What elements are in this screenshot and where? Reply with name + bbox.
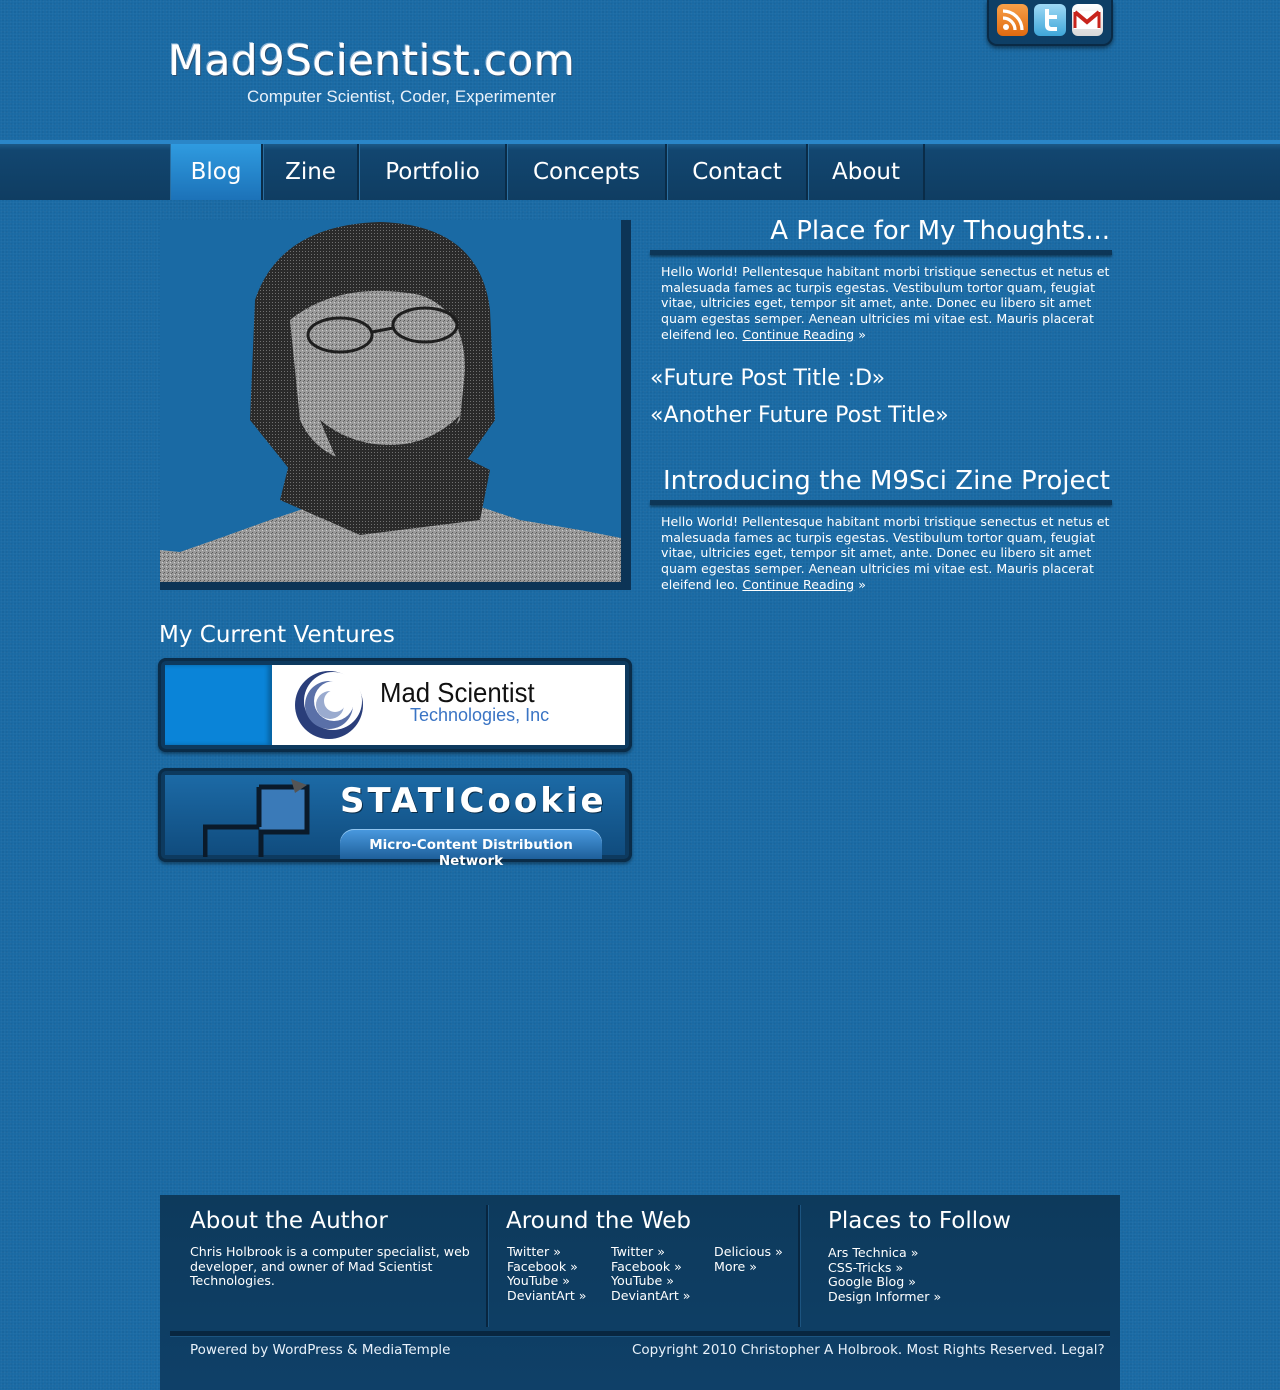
post-title[interactable]: A Place for My Thoughts... — [770, 216, 1110, 246]
venture-subtitle: Micro-Content Distribution Network — [369, 837, 573, 869]
puzzle-piece-icon — [203, 777, 313, 857]
venture-subtitle: Technologies, Inc — [410, 705, 550, 725]
footer-link[interactable]: Twitter » — [611, 1244, 665, 1259]
venture-color-block — [165, 665, 272, 745]
raquo: » — [858, 576, 866, 592]
footer-link[interactable]: Google Blog » — [828, 1274, 916, 1289]
site-tagline: Computer Scientist, Coder, Experimenter — [247, 87, 556, 106]
copyright: Copyright 2010 Christopher A Holbrook. Most Rights Reserved. Legal? — [632, 1342, 1105, 1358]
future-post-link[interactable]: «Another Future Post Title» — [650, 403, 949, 428]
raquo: » — [858, 326, 866, 342]
footer-link[interactable]: Design Informer » — [828, 1288, 942, 1304]
continue-reading-link[interactable]: Continue Reading — [742, 326, 855, 342]
continue-reading-link[interactable]: Continue Reading — [742, 576, 855, 592]
footer-link[interactable]: Facebook » — [611, 1258, 682, 1274]
footer-link[interactable]: More » — [714, 1258, 757, 1274]
footer-around-col2 — [611, 1245, 690, 1303]
footer-link[interactable]: Twitter » — [507, 1244, 561, 1259]
post-body-text: Hello World! Pellentesque habitant morbi tristique senectus et netus et malesuada fames ac turpis egestas. Vestibulum tortor quam, feugiat vitae, ultricies eget, tempor sit amet, ante. Donec eu libero sit amet quam egestas semper. Aenean ultricies mi vitae est. Mauris placerat eleifend leo. — [661, 514, 1110, 592]
post-divider — [650, 250, 1112, 255]
footer-link[interactable]: DeviantArt » — [611, 1287, 691, 1303]
post-divider — [650, 500, 1112, 505]
gmail-icon[interactable] — [1072, 4, 1103, 36]
nav-contact[interactable]: Contact — [667, 144, 808, 200]
footer-places-title: Places to Follow — [828, 1208, 1011, 1234]
footer-around-title: Around the Web — [506, 1208, 692, 1234]
footer-divider — [798, 1205, 800, 1327]
ventures-heading: My Current Ventures — [159, 622, 395, 648]
rss-icon[interactable] — [997, 4, 1028, 36]
footer-link[interactable]: YouTube » — [611, 1273, 674, 1288]
author-photo — [160, 220, 631, 590]
social-icons — [987, 0, 1113, 46]
future-post-link[interactable]: «Future Post Title :D» — [650, 366, 886, 391]
venture-name: Mad Scientist — [380, 677, 535, 708]
venture-name: STATICookie — [340, 781, 607, 821]
nav-concepts[interactable]: Concepts — [507, 144, 667, 200]
footer-link[interactable]: Facebook » — [507, 1258, 578, 1274]
footer-link[interactable]: DeviantArt » — [507, 1287, 587, 1303]
nav-portfolio[interactable]: Portfolio — [359, 144, 507, 200]
post-excerpt — [661, 264, 1111, 343]
nav-about[interactable]: About — [808, 144, 925, 200]
post-body-text: Hello World! Pellentesque habitant morbi tristique senectus et netus et malesuada fames ac turpis egestas. Vestibulum tortor quam, feugiat vitae, ultricies eget, tempor sit amet, ante. Donec eu libero sit amet quam egestas semper. Aenean ultricies mi vitae est. Mauris placerat eleifend leo. — [661, 264, 1110, 342]
site-title[interactable]: Mad9Scientist.com — [168, 36, 576, 85]
venture-subtitle-pill — [340, 829, 602, 869]
main-nav — [170, 144, 925, 200]
post-excerpt — [661, 514, 1111, 593]
footer-places-list — [828, 1246, 941, 1304]
footer-divider — [486, 1205, 488, 1327]
footer-rule — [170, 1331, 1110, 1336]
footer-about-text: Chris Holbrook is a computer specialist, web developer, and owner of Mad Scientist Technologies. — [190, 1244, 470, 1288]
footer-link[interactable]: Ars Technica » — [828, 1245, 919, 1260]
nav-blog[interactable]: Blog — [170, 144, 263, 200]
venture-mad-scientist[interactable] — [158, 658, 632, 752]
venture-staticookie[interactable] — [158, 768, 632, 869]
post-title[interactable]: Introducing the M9Sci Zine Project — [662, 466, 1110, 496]
twitter-icon[interactable] — [1034, 4, 1065, 36]
footer-around-col3 — [714, 1245, 783, 1274]
mad-scientist-logo-icon — [289, 667, 369, 743]
nav-zine[interactable]: Zine — [263, 144, 359, 200]
footer-about-title: About the Author — [190, 1208, 388, 1234]
footer-link[interactable]: Delicious » — [714, 1244, 783, 1259]
footer-link[interactable]: CSS-Tricks » — [828, 1259, 904, 1275]
powered-by[interactable]: Powered by WordPress & MediaTemple — [190, 1342, 451, 1358]
footer-around-col1 — [507, 1245, 586, 1303]
footer-link[interactable]: YouTube » — [507, 1273, 570, 1288]
